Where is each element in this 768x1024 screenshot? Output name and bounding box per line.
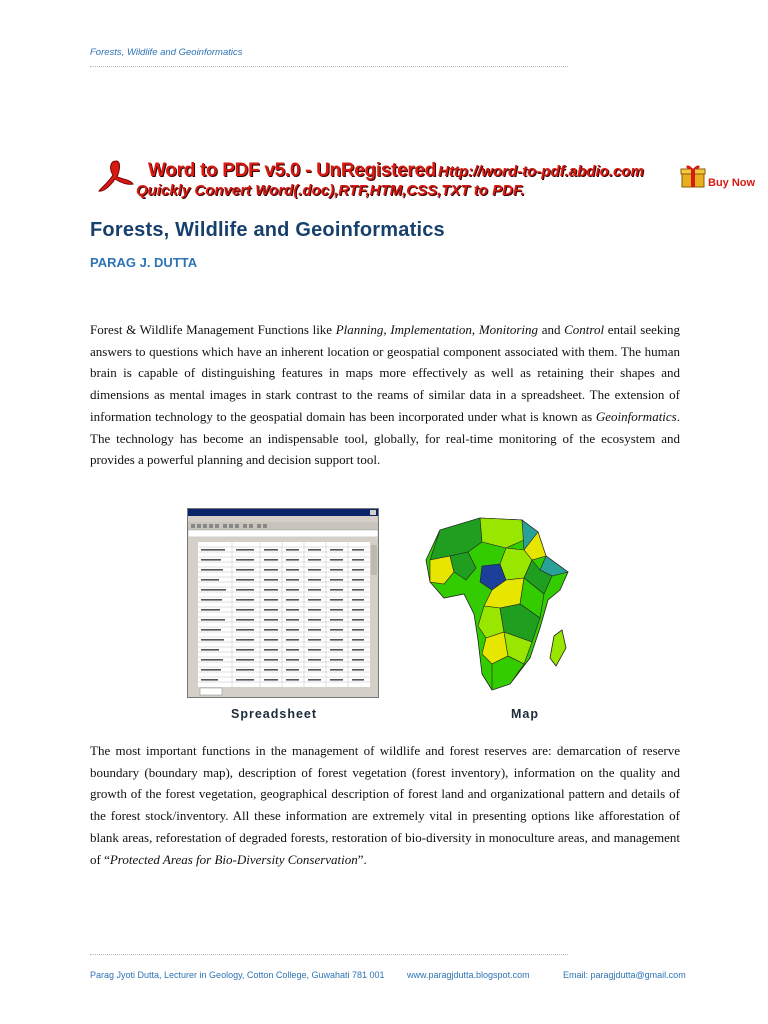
article-title: Forests, Wildlife and Geoinformatics	[90, 219, 445, 241]
gift-box-icon[interactable]	[680, 163, 706, 189]
emphasis-monitoring: Monitoring	[478, 322, 539, 337]
intro-paragraph: Forest & Wildlife Management Functions like Planning, Implementation, Monitoring and Control entail seeking answers to questions which have an inherent location or geospatial component associated with them. The human brain is capable of distinguishing features in maps more effectively as well as retaining their shapes and dimensions as mental images in stark contrast to the reams of similar data in a spreadsheet. The extension of information technology to the geospatial domain has been incorporated under what is known as Geoinformatics. The technology has become an indispensable tool, globally, for real-time monitoring of the ecosystem and provides a powerful planning and decision support tool.	[90, 322, 681, 468]
watermark-tagline: Quickly Convert Word(.doc),RTF,HTM,CSS,TXT to PDF.	[136, 182, 525, 199]
emphasis-implementation: Implementation	[390, 322, 472, 337]
functions-paragraph: The most important functions in the management of wildlife and forest reserves are: demarcation of reserve boundary (boundary map), description of forest vegetation (forest inventory), information on the quality and growth of the forest vegetation, geographical description of forest land and organizational pattern and details of the forest stock/inventory. All these information are extremely vital in presenting options like afforestation of blank areas, reforestation of degraded forests, restoration of bio-diversity in monoculture areas, and management of “Protected Areas for Bio-Diversity Conservation”.	[90, 743, 680, 867]
spreadsheet-caption: Spreadsheet	[231, 707, 318, 721]
emphasis-protected-areas: Protected Areas for Bio-Diversity Conservation	[109, 851, 358, 867]
article-author: PARAG J. DUTTA	[90, 255, 198, 270]
header-divider	[90, 66, 568, 67]
watermark-url[interactable]: Http://word-to-pdf.abdio.com	[438, 163, 644, 180]
footer-website-link[interactable]: www.paragjdutta.blogspot.com	[407, 970, 530, 980]
map-caption: Map	[511, 707, 539, 721]
footer-author: Parag Jyoti Dutta, Lecturer in Geology, Cotton College, Guwahati 781 001	[90, 970, 385, 980]
africa-choropleth-image	[420, 508, 580, 698]
footer-email-link[interactable]: Email: paragjdutta@gmail.com	[563, 970, 686, 980]
emphasis-control: Control	[564, 322, 605, 337]
spreadsheet-window-image	[188, 509, 378, 697]
africa-map-figure	[420, 508, 580, 698]
spreadsheet-figure	[187, 508, 379, 698]
running-header: Forests, Wildlife and Geoinformatics	[90, 47, 243, 58]
emphasis-planning: Planning	[335, 322, 384, 337]
buy-now-link[interactable]: Buy Now	[708, 177, 756, 189]
pdf-logo-icon	[96, 157, 136, 197]
watermark-banner[interactable]	[96, 157, 756, 203]
footer-divider	[90, 954, 568, 955]
emphasis-geoinformatics: Geoinformatics	[595, 408, 677, 424]
watermark-product: Word to PDF v5.0 - UnRegistered	[148, 160, 437, 181]
